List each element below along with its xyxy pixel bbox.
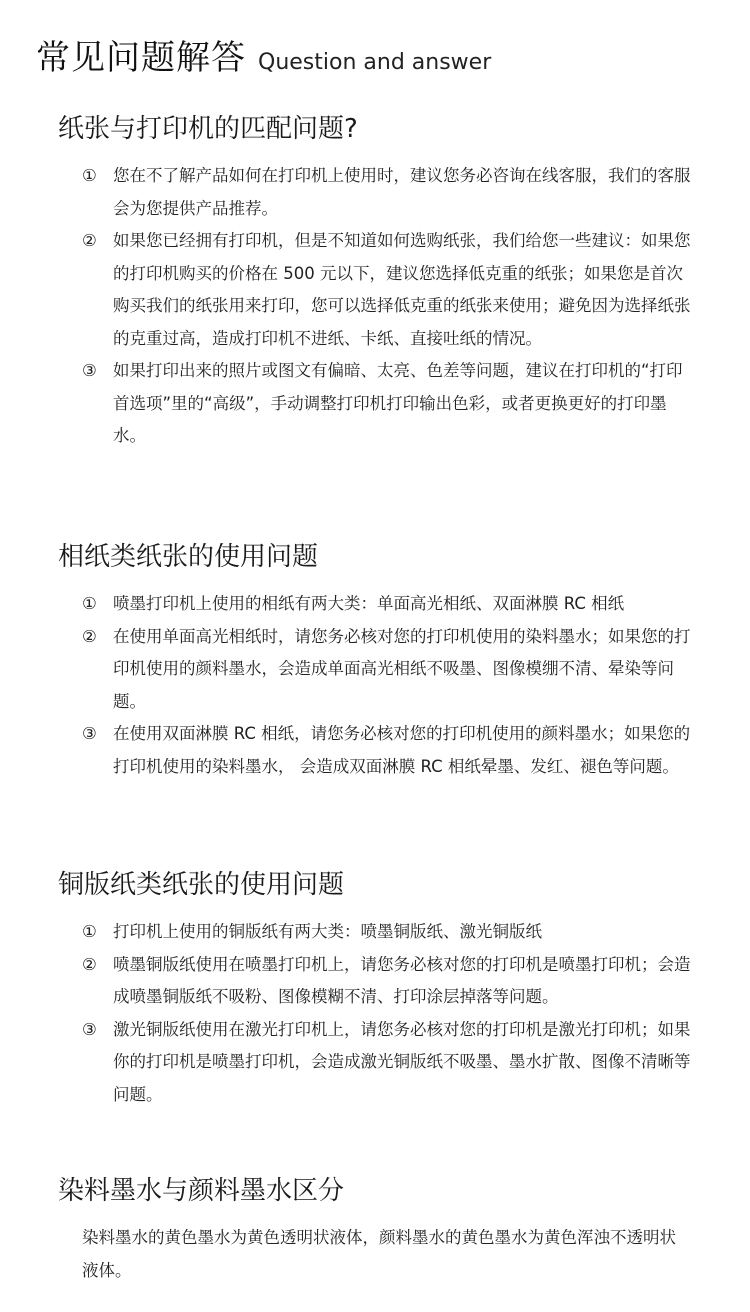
item-text: 喷墨铜版纸使用在喷墨打印机上，请您务必核对您的打印机是喷墨打印机；会造成喷墨铜版纸不吸粉、图像模糊不清、打印涂层掉落等问题。	[113, 954, 691, 1006]
section-paragraph: 染料墨水的黄色墨水为黄色透明状液体，颜料墨水的黄色墨水为黄色浑浊不透明状液体。	[82, 1228, 676, 1280]
section-photo-paper	[58, 540, 698, 783]
faq-list	[82, 160, 698, 453]
section-coated-paper	[58, 868, 698, 1111]
faq-item	[82, 1014, 698, 1112]
faq-item	[82, 355, 698, 453]
section-paper-printer-matching	[58, 112, 698, 453]
item-text: 喷墨打印机上使用的相纸有两大类：单面高光相纸、双面淋膜 RC 相纸	[113, 594, 625, 613]
item-number: ①	[82, 166, 97, 185]
section-title: 相纸类纸张的使用问题	[58, 542, 319, 572]
item-text: 在使用单面高光相纸时，请您务必核对您的打印机使用的染料墨水；如果您的打印机使用的颜料墨水，会造成单面高光相纸不吸墨、图像模绷不清、晕染等问题。	[113, 626, 691, 711]
faq-list	[82, 916, 698, 1111]
faq-item	[82, 718, 698, 783]
faq-item	[82, 588, 698, 621]
item-number: ②	[82, 231, 97, 250]
item-number: ③	[82, 724, 97, 743]
section-title: 纸张与打印机的匹配问题?	[58, 114, 358, 144]
faq-item	[82, 621, 698, 719]
item-text: 如果打印出来的照片或图文有偏暗、太亮、色差等问题，建议在打印机的“打印首选项”里的“高级”，手动调整打印机打印输出色彩，或者更换更好的打印墨水。	[113, 361, 683, 445]
faq-item	[82, 160, 698, 225]
item-number: ②	[82, 954, 97, 974]
page-subtitle: Question and answer	[258, 50, 492, 75]
item-number: ③	[82, 1019, 97, 1039]
item-number: ①	[82, 594, 97, 613]
page-title: 常见问题解答	[36, 38, 246, 78]
item-text: 您在不了解产品如何在打印机上使用时，建议您务必咨询在线客服，我们的客服会为您提供产品推荐。	[113, 166, 691, 218]
item-text: 如果您已经拥有打印机，但是不知道如何选购纸张，我们给您一些建议：如果您的打印机购买的价格在 500 元以下，建议您选择低克重的纸张；如果您是首次购买我们的纸张用来打印，您可以选择低克重的纸张来使用；避免因为选择纸张的克重过高，造成打印机不进纸、卡纸、直接吐纸的情况。	[113, 231, 691, 348]
section-dye-vs-pigment-ink	[58, 1174, 698, 1287]
item-number: ②	[82, 626, 97, 646]
page-header	[36, 30, 491, 79]
faq-item	[82, 916, 698, 949]
item-text: 打印机上使用的铜版纸有两大类：喷墨铜版纸、激光铜版纸	[113, 922, 542, 941]
section-title: 铜版纸类纸张的使用问题	[58, 870, 345, 900]
item-number: ③	[82, 361, 97, 380]
faq-list	[82, 588, 698, 783]
faq-item	[82, 949, 698, 1014]
item-text: 在使用双面淋膜 RC 相纸，请您务必核对您的打印机使用的颜料墨水；如果您的打印机使用的染料墨水， 会造成双面淋膜 RC 相纸晕墨、发红、褪色等问题。	[113, 724, 691, 776]
item-number: ①	[82, 922, 97, 941]
item-text: 激光铜版纸使用在激光打印机上，请您务必核对您的打印机是激光打印机；如果你的打印机是喷墨打印机，会造成激光铜版纸不吸墨、墨水扩散、图像不清晰等问题。	[113, 1019, 691, 1104]
faq-item	[82, 225, 698, 355]
section-title: 染料墨水与颜料墨水区分	[58, 1176, 345, 1206]
